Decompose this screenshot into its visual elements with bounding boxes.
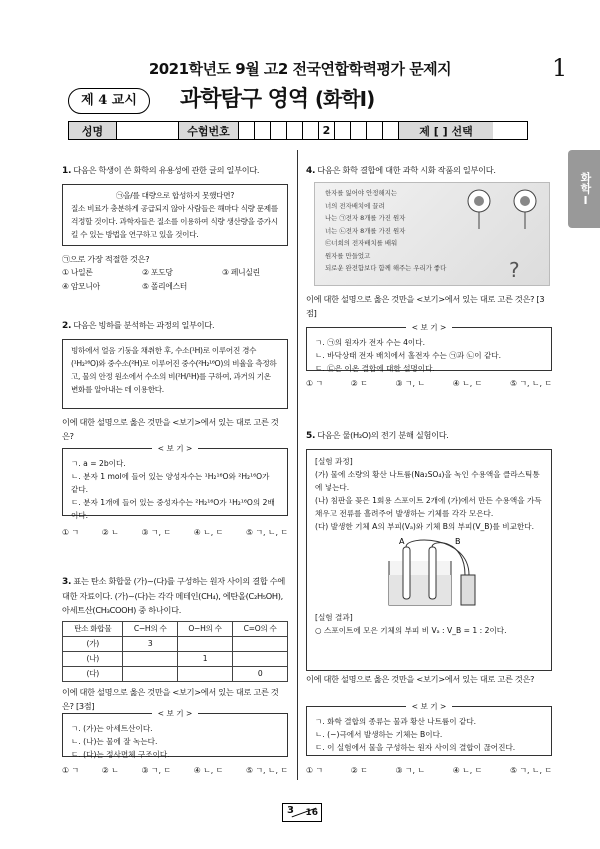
q3-bogi-3: ㄷ. (다)는 정사면체 구조이다. <box>71 750 170 759</box>
q2-passage-box <box>62 339 288 409</box>
question-3 <box>62 574 288 713</box>
page-current: 3 <box>287 805 294 816</box>
q1-choice-1[interactable]: ① 나일론 <box>62 268 93 277</box>
page-total: 16 <box>305 808 318 818</box>
q5-bogi-box <box>306 702 552 756</box>
exam-digit-box[interactable] <box>351 122 367 139</box>
q4-choice-1[interactable]: ① ㄱ <box>306 379 323 388</box>
exam-number-label: 수험번호 <box>179 122 239 139</box>
exam-digit-box-filled: 2 <box>319 122 335 139</box>
q2-bogi-3: ㄷ. 분자 1개에 들어 있는 중성자수는 ²H₂¹⁶O가 ¹H₂¹⁶O의 2배이다. <box>71 498 275 520</box>
q5-choice-1[interactable]: ① ㄱ <box>306 766 323 775</box>
q3-th-4: C=O의 수 <box>233 622 288 637</box>
q2-choice-5[interactable]: ⑤ ㄱ, ㄴ, ㄷ <box>246 528 288 537</box>
exam-digit-box[interactable] <box>383 122 399 139</box>
q1-choice-3[interactable]: ③ 페니실린 <box>222 268 260 277</box>
label-b: B <box>455 537 461 546</box>
q4-bogi-box <box>306 323 552 373</box>
table-cell <box>123 667 177 682</box>
q2-bogi-2: ㄴ. 분자 1 mol에 들어 있는 양성자수는 ¹H₂¹⁶O와 ²H₂¹⁶O가 같다. <box>71 472 270 494</box>
table-cell <box>233 652 288 667</box>
atom-characters-icon <box>455 185 549 285</box>
page-number: 1 <box>552 54 568 82</box>
q3-table <box>62 621 288 682</box>
table-cell <box>233 637 288 652</box>
q5-choice-2[interactable]: ② ㄷ <box>350 766 368 775</box>
q3-choice-4[interactable]: ④ ㄴ, ㄷ <box>193 766 224 775</box>
q5-ask: 이에 대한 설명으로 옳은 것만을 <보기>에서 있는 대로 고른 것은? <box>306 674 535 684</box>
page-counter <box>282 803 322 822</box>
table-cell: 0 <box>233 667 288 682</box>
column-divider <box>297 150 298 780</box>
q5-result-title: [실험 결과] <box>315 613 353 622</box>
exam-digit-box[interactable] <box>287 122 303 139</box>
q1-choice-2[interactable]: ② 포도당 <box>142 268 173 277</box>
period-badge: 제 4 교시 <box>68 88 150 114</box>
exam-digit-box[interactable] <box>271 122 287 139</box>
subject-main: 과학탐구 영역 <box>180 87 309 112</box>
table-cell: 1 <box>177 652 232 667</box>
q2-ask: 이에 대한 설명으로 옳은 것만을 <보기>에서 있는 대로 고른 것은? <box>62 417 279 441</box>
question-5 <box>306 428 552 443</box>
q5-result: ○ 스포이트에 모은 기체의 부피 비 Vₐ : V_B = 1 : 2이다. <box>315 626 507 635</box>
poem-line: 너의 전자배치에 끌려 <box>325 201 385 210</box>
q2-bogi-1: ㄱ. a = 2b이다. <box>71 459 126 468</box>
q5-procedure-3: (다) 발생한 기체 A의 부피(Vₐ)와 기체 B의 부피(V_B)를 비교한다. <box>315 522 534 531</box>
q4-bogi-3: ㄷ. ㉢은 이온 결합에 대한 설명이다. <box>315 364 435 373</box>
poem-line: 너는 ㉡전자 8개를 가진 원자 <box>325 226 406 235</box>
exam-digit-box[interactable] <box>255 122 271 139</box>
subject-side-tab: 화학Ⅰ <box>568 150 600 228</box>
q5-choices <box>306 765 552 776</box>
q2-choices <box>62 527 288 538</box>
q5-choice-4[interactable]: ④ ㄴ, ㄷ <box>452 766 483 775</box>
q5-number: 5. <box>306 431 316 441</box>
q1-passage-box <box>62 184 288 246</box>
q4-ask: 이에 대한 설명으로 옳은 것만을 <보기>에서 있는 대로 고른 것은? [3점] <box>306 294 545 318</box>
table-cell <box>177 667 232 682</box>
table-cell: (나) <box>63 652 123 667</box>
table-cell: 3 <box>123 637 177 652</box>
table-cell: (다) <box>63 667 123 682</box>
q4-bogi-title: < 보 기 > <box>406 323 453 332</box>
q2-stem: 다음은 빙하를 분석하는 과정의 일부이다. <box>73 320 215 330</box>
question-4 <box>306 163 552 178</box>
subject-title <box>180 82 374 113</box>
q5-choice-3[interactable]: ③ ㄱ, ㄴ <box>395 766 425 775</box>
q4-poem <box>325 187 446 275</box>
q1-choice-4[interactable]: ④ 암모니아 <box>62 282 100 291</box>
q5-bogi-1: ㄱ. 화학 결합의 종류는 물과 황산 나트륨이 같다. <box>315 717 477 726</box>
poem-line: 되로운 완전함보다 함께 해주는 우리가 좋다 <box>325 264 447 272</box>
q4-choices <box>306 378 552 389</box>
q5-bogi-title: < 보 기 > <box>406 702 453 711</box>
q2-choice-3[interactable]: ③ ㄱ, ㄷ <box>141 528 171 537</box>
exam-digit-box[interactable] <box>303 122 319 139</box>
q2-choice-1[interactable]: ① ㄱ <box>62 528 79 537</box>
subject-sub: (화학Ⅰ) <box>314 87 375 111</box>
q5-procedure-title: [실험 과정] <box>315 457 353 466</box>
q3-stem: 표는 탄소 화합물 (가)~(다)를 구성하는 원자 사이의 결합 수에 대한 자료이다. (가)~(다)는 각각 메테인(CH₄), 에탄올(C₂H₅OH), 아세트산(CH₃COOH) 중 하나이다. <box>62 576 285 615</box>
q1-ask: ㉠으로 가장 적절한 것은? <box>62 254 150 264</box>
q3-th-3: O−H의 수 <box>177 622 232 637</box>
q3-choice-3[interactable]: ③ ㄱ, ㄷ <box>141 766 171 775</box>
q3-ask: 이에 대한 설명으로 옳은 것만을 <보기>에서 있는 대로 고른 것은? [3점] <box>62 687 279 711</box>
q1-choice-5[interactable]: ⑤ 폴리에스터 <box>142 282 188 291</box>
q3-bogi-1: ㄱ. (가)는 아세트산이다. <box>71 724 153 733</box>
question-2 <box>62 318 288 443</box>
q4-number: 4. <box>306 166 316 176</box>
q2-number: 2. <box>62 321 72 331</box>
q3-bogi-box <box>62 709 288 759</box>
q1-stem: 다음은 학생이 쓴 화학의 유용성에 관한 글의 일부이다. <box>73 165 260 175</box>
table-cell <box>123 652 177 667</box>
q2-choice-2[interactable]: ② ㄴ <box>101 528 119 537</box>
q4-choice-4[interactable]: ④ ㄴ, ㄷ <box>452 379 483 388</box>
q4-choice-3[interactable]: ③ ㄱ, ㄴ <box>395 379 425 388</box>
exam-title: 2021학년도 9월 고2 전국연합학력평가 문제지 <box>148 60 452 78</box>
q5-procedure-2: (나) 침판을 꽂은 1회용 스포이트 2개에 (가)에서 만든 수용액을 가득 채우고 전류를 흘려주어 발생하는 기체를 각각 모은다. <box>315 496 542 518</box>
exam-digit-box[interactable] <box>335 122 351 139</box>
q3-th-1: 탄소 화합물 <box>63 622 123 637</box>
table-cell <box>177 637 232 652</box>
q2-box-text: 빙하에서 얼음 기둥을 채취한 후, 수소(¹H)로 이루어진 경수(¹H₂¹⁶O)와 중수소(²H)로 이루어진 중수(²H₂¹⁶O)의 비율을 측정하고, 물의 안정 원소에서 수소의 비(²H/¹H)를 구하여, 과거의 기온 변화를 알아내는 데 이용한다. <box>71 346 277 394</box>
select-label: 제 [ ] 선택 <box>399 122 493 139</box>
name-field[interactable] <box>117 122 179 139</box>
q1-number: 1. <box>62 166 72 176</box>
electrolysis-apparatus-icon <box>369 535 489 609</box>
q5-bogi-3: ㄷ. 이 실험에서 물을 구성하는 원자 사이의 결합이 끊어진다. <box>315 743 516 752</box>
poem-line: 한자를 잃어야 안정해지는 <box>325 189 397 197</box>
q3-th-2: C−H의 수 <box>123 622 177 637</box>
q3-choice-5[interactable]: ⑤ ㄱ, ㄴ, ㄷ <box>246 766 288 775</box>
q3-choices <box>62 765 288 776</box>
q4-stem: 다음은 화학 결합에 대한 과학 시화 작품의 일부이다. <box>317 165 496 175</box>
q5-procedure-1: (가) 물에 소량의 황산 나트륨(Na₂SO₄)을 녹인 수용액을 클라스틱통에 넣는다. <box>315 470 540 492</box>
name-label: 성명 <box>69 122 117 139</box>
q5-bogi-2: ㄴ. (−)극에서 발생하는 기체는 B이다. <box>315 730 443 739</box>
q5-choice-5[interactable]: ⑤ ㄱ, ㄴ, ㄷ <box>510 766 552 775</box>
student-info-bar <box>68 121 528 140</box>
q4-bogi-1: ㄱ. ㉠의 원자가 전자 수는 4이다. <box>315 338 426 347</box>
poem-line: 나는 ㉠전자 8개를 가진 원자 <box>325 214 406 222</box>
table-cell: (가) <box>63 637 123 652</box>
q5-experiment-box <box>306 449 552 671</box>
q3-number: 3. <box>62 577 72 587</box>
q2-choice-4[interactable]: ④ ㄴ, ㄷ <box>193 528 224 537</box>
q4-choice-5[interactable]: ⑤ ㄱ, ㄴ, ㄷ <box>510 379 552 388</box>
question-1 <box>62 163 288 294</box>
svg-text:?: ? <box>509 258 520 282</box>
q3-bogi-2: ㄴ. (나)는 물에 잘 녹는다. <box>71 737 158 746</box>
poem-line: ㉢너희의 전자배치를 배워 <box>325 239 398 247</box>
exam-digit-box[interactable] <box>367 122 383 139</box>
q3-choice-1[interactable]: ① ㄱ <box>62 766 79 775</box>
q1-box-heading: ㉠을/를 대량으로 합성하지 못했다면? <box>115 191 235 200</box>
q4-choice-2[interactable]: ② ㄷ <box>350 379 368 388</box>
poem-line: 원자를 만들었고 <box>325 251 371 260</box>
q5-stem: 다음은 물(H₂O)의 전기 분해 실험이다. <box>317 430 449 440</box>
q3-choice-2[interactable]: ② ㄴ <box>101 766 119 775</box>
q3-bogi-title: < 보 기 > <box>152 709 199 718</box>
label-a: A <box>399 537 405 546</box>
q1-box-text: 질소 비료가 충분하게 공급되지 않아 사람들은 해마다 식량 문제를 걱정할 것이다. 과학자들은 질소를 이용하여 식량 생산량을 증가시킬 수 있는 방법을 연구하고 있을 것이다. <box>71 204 278 239</box>
q4-poem-illustration <box>314 182 550 286</box>
q2-bogi-title: < 보 기 > <box>152 444 199 453</box>
q4-bogi-2: ㄴ. 바닥상태 전자 배치에서 홀전자 수는 ㉠과 ㉡이 같다. <box>315 351 502 360</box>
q2-bogi-box <box>62 444 288 520</box>
exam-digit-box[interactable] <box>239 122 255 139</box>
